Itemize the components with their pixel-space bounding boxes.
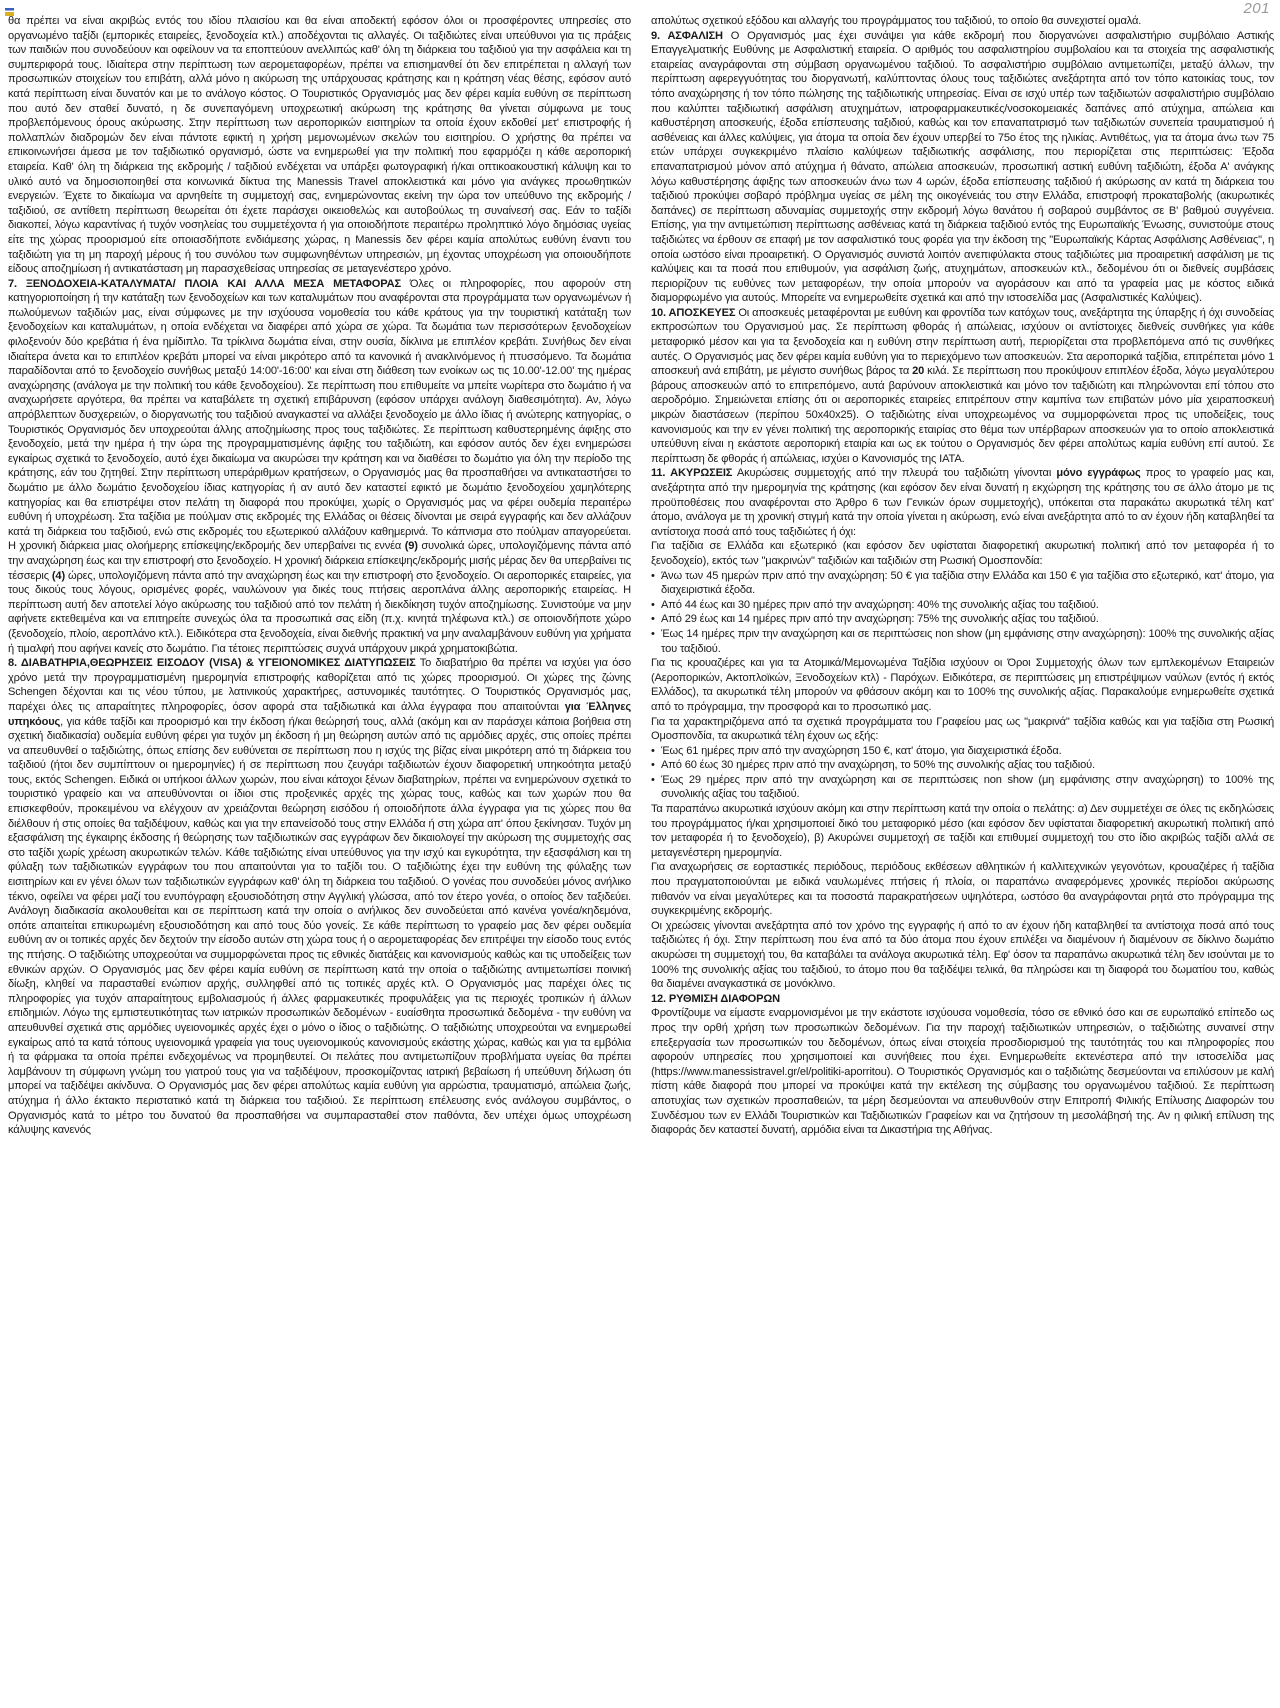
section-8-heading: 8. ΔΙΑΒΑΤΗΡΙΑ,ΘΕΩΡΗΣΕΙΣ ΕΙΣΟΔΟΥ (VISA) & ΥΓΕΙΟΝΟΜΙΚΕΣ ΔΙΑΤΥΠΩΣΕΙΣ xyxy=(8,657,416,670)
list-item: • Από 29 έως και 14 ημέρες πριν από την αναχώρηση: 75% της συνολικής αξίας του ταξιδιού. xyxy=(651,612,1274,627)
list-item: • Άνω των 45 ημερών πριν από την αναχώρηση: 50 € για ταξίδια στην Ελλάδα και 150 € για ταξίδια στο εξωτερικό, κατ' άτομο, για διαχειριστικά έξοδα. xyxy=(651,569,1274,598)
section-8-bold: για Έλληνες υπηκόους xyxy=(8,700,631,728)
section-12-heading: 12. ΡΥΘΜΙΣΗ ΔΙΑΦΟΡΩΝ xyxy=(651,992,780,1005)
cancellation-list-2 xyxy=(651,744,1274,802)
section-7-text-b: συνολικά ώρες, υπολογιζόμενης πάντα από την αναχώρηση έως και την επιστροφή στο ξενοδοχείο. Η χρονική διάρκεια επίσκεψης/εκδρομής μισής μέρας δεν θα υπερβαίνει τις τέσσερις xyxy=(8,540,631,582)
section-7-text: Όλες οι πληροφορίες, που αφορούν στη κατηγοριοποίηση ή την κατάταξη των ξενοδοχείων και των καταλυμάτων που αναφέρονται στα προγράμματα των οργανωμένων ή πωλούμενων ταξιδιών μας, είναι σύμφωνες με την ισχύουσα νομοθεσία του κάθε κράτους για την τουριστική κατάταξη των ξενοδοχείων και καταλυμάτων, η οποία ενδέχεται να διαφέρει από χώρα σε χώρα. Τα δωμάτια των περισσότερων ξενοδοχείων φιλοξενούν δύο κρεβάτια ή ένα ημίδιπλο. Τα τρίκλινα δωμάτια είναι, στην ουσία, δίκλινα με επιπλέον κρεβάτι. Συνήθως δεν είναι ιδιαίτερα άνετα και το επιπλέον κρεβάτι μπορεί να είναι μικρότερο από τα κανονικά ή ανακλινόμενος ή πτυσσόμενο. Τα δωμάτια παραδίδονται από το ξενοδοχείο συνήθως μεταξύ 14:00'-16:00' και είναι στη διάθεση των ενοίκων ως τις 10.00'-12.00' της ημέρας αναχώρησης (ανάλογα με την πολιτική του κάθε ξενοδοχείου). Σε περίπτωση που επιθυμείτε να μπείτε νωρίτερα στο δωμάτιο ή να αναχωρήσετε αργότερα, θα πρέπει να καταβάλετε τη σχετική επιβάρυνση (εφόσον υπάρχει ανάλογη διαθεσιμότητα). Αν, λόγω απρόβλεπτων δυσχερειών, ο διοργανωτής του ταξιδιού αναγκαστεί να αλλάξει ξενοδοχείο με άλλο ίδιας ή ανώτερης κατηγορίας, ο Τουριστικός Οργανισμός δεν υποχρεούται άλλης αποζημίωσης προς τους ταξιδιώτες. Σε περίπτωση καθυστερημένης άφιξης στο ξενοδοχείο, μετά την ημέρα ή την ώρα της προγραμματισμένης άφιξης του ταξιδιώτη, και εφόσον αυτός δεν έχει ενημερώσει εγκαίρως σχετικά το ξενοδοχείο, αυτό έχει δικαίωμα να ακυρώσει την κράτηση και να διαθέσει το δωμάτιο για όλη την περίοδο της κράτησης, εάν του ζητηθεί. Στην περίπτωση υπεράριθμων κρατήσεων, ο Οργανισμός μας θα προσπαθήσει να αντικαταστήσει το δωμάτιο με άλλο δωμάτιο ξενοδοχείου ίδιας κατηγορίας ή αν αυτό δεν καταστεί εφικτό με δωμάτιο ξενοδοχείου χαμηλότερης κατηγορίας και θα επιστρέψει στον πελάτη τη διαφορά που προκύψει, χωρίς ο Οργανισμός μας να φέρει ουδεμία περαιτέρω ευθύνη ή υποχρέωση. Στα ταξίδια με πούλμαν στις εκδρομές της Ελλάδας οι θέσεις δίνονται με σειρά εγγραφής και δεν αλλάζουν κατά τη διάρκεια του ταξιδιού, ενώ στις εκδρομές του εξωτερικού αλλάζουν καθημερινά. Το κάπνισμα στο πούλμαν απαγορεύεται. Η χρονική διάρκεια μιας ολοήμερης επίσκεψης/εκδρομής δεν υπερβαίνει τις εννέα xyxy=(8,277,631,553)
section-8-text-b: , για κάθε ταξίδι και προορισμό και την έκδοση ή/και θεώρησή τους, αλλά (ακόμη και αν παράσχει κάποια βοήθεια στη σχετική διαδικασία) ουδεμία ευθύνη φέρει για τυχόν μη έκδοση ή μη θεώρηση αυτών από τις αρμόδιες αρχές, στις οποίες πρέπει να απευθυνθεί ο ταξιδιώτης, όπως επίσης δεν ευθύνεται σε περίπτωση που η ισχύς της βίζας είναι μικρότερη από τη διάρκεια του ταξιδιού (ήτοι δεν συμπίπτουν οι ημερομηνίες) ή σε περίπτωση που ζευγάρι ταξιδιωτών έχουν διαφορετική υπηκοότητα μεταξύ τους, εκτός Schengen. Ειδικά οι υπήκοοι άλλων χωρών, που είναι κάτοχοι ξένων διαβατηρίων, πρέπει να ενημερώνουν σχετικά το τουριστικό γραφείο και να απευθύνονται οι ίδιοι στις προξενικές αρχές της χώρας τους, καθώς και των χωρών που θα επισκεφθούν, προκειμένου να ελέγχουν αν χρειάζονται θεώρηση εισόδου ή οποιοδήποτε άλλα έγγραφα για τις χώρες που θα διέλθουν ή στις οποίες θα ταξιδέψουν, καθώς και για την επανείσοδό τους στην Ελλάδα ή στη χώρα απ' όπου ξεκίνησαν. Τυχόν μη εξασφάλιση της έγκαιρης έκδοσης ή θεώρησης των ταξιδιωτικών σας εγγράφων δεν δικαιολογεί την ακύρωση της συμμετοχής σας στο ταξίδι χωρίς χρέωση ακυρωτικών τελών. Κάθε ταξιδιώτης είναι υπεύθυνος για την ισχύ και εγκυρότητα, την εξασφάλιση και τη φύλαξη των ταξιδιωτικών εγγράφων του που απαιτούνται για το ταξίδι του. Ο ταξιδιώτης έχει την ευθύνη της φύλαξης των εισιτηρίων και εν γένει όλων των ταξιδιωτικών εγγράφων καθ' όλη τη διάρκεια του ταξιδιού. Ο γονέας που συνοδεύει μόνος ανήλικο τέκνο, οφείλει να φέρει μαζί του ενυπόγραφη εξουσιοδότηση στην Αγγλική γλώσσα, από τον έτερο γονέα, ο οποίος δεν ταξιδεύει. Ανάλογη διαδικασία ακολουθείται και σε περίπτωση κατά την οποία ο ανήλικος δεν συνοδεύεται από κανένα γονέα/κηδεμόνα, οπότε απαιτείται επικυρωμένη εξουσιοδότηση και από τους δύο γονείς. Σε κάθε περίπτωση το γραφείο μας δεν φέρει ουδεμία ευθύνη αν οι τοπικές αρχές δεν δεχτούν την είσοδο αυτών στη χώρα τους ή ο αερομεταφορέας δεν επιτρέψει την είσοδο τους εντός της πτήσης. Ο ταξιδιώτης υποχρεούται να συμμορφώνεται προς τις εθνικές διατάξεις και κανονισμούς καθώς και τις υποδείξεις των εθνικών αρχών. Ο Οργανισμός μας δεν φέρει καμία ευθύνη σε περίπτωση κατά την οποία ο ταξιδιώτης αντιμετωπίσει ποινική δίωξη, κληθεί να παρασταθεί ενώπιον αρχής, συλληφθεί από τις τοπικές αρχές κτλ. Ο Οργανισμός μας παρέχει όλες τις πληροφορίες για τυχόν απαραίτητους εμβολιασμούς ή άλλες φαρμακευτικές προφυλάξεις για τις περιοχές τροπικών ή άλλων επιδημιών. Λόγω της εμπιστευτικότητας των ιατρικών προσωπικών δεδομένων - ευαίσθητα προσωπικά δεδομένα - την ευθύνη να απευθυνθεί σχετικά στις αρμόδιες υγειονομικές αρχές έχει ο μόνο ο ίδιος ο ταξιδιώτης. Ο ταξιδιώτης υποχρεούται να ενημερωθεί εγκαίρως από τα κατά τόπους υγειονομικά γραφεία για τους υγειονομικούς κανονισμούς εκάστης χώρας, καθώς και για τα εμβόλια ή τα φάρμακα τα οποία πρέπει ενδεχομένως να προμηθευτεί. Οι πελάτες που αντιμετωπίζουν προβλήματα υγείας θα πρέπει λαμβάνουν τη σύμφωνη γνώμη του γιατρού τους για να ταξιδέψουν, προσκομίζοντας ιατρική βεβαίωση ή υπεύθυνη δήλωση ότι μπορεί να ταξιδέψει ακίνδυνα. Ο Οργανισμός μας δεν φέρει απολύτως καμία ευθύνη για αρρώστια, τραυματισμό, απώλεια ζωής, ατύχημα ή άλλο έκτακτο περιστατικό κατά τη διάρκεια του ταξιδιού. Σε περίπτωση επέλευσης ενός ανάλογου συμβάντος, ο Οργανισμός κατά το μέτρο του δυνατού θα προσπαθήσει να συμπαρασταθεί στον παθόντα, δεν υπέχει όμως υποχρέωση κάλυψης κανενός xyxy=(8,715,631,1137)
section-9 xyxy=(651,29,1274,306)
section-11-cruise: Για τις κρουαζιέρες και για τα Ατομικά/Μεμονωμένα Ταξίδια ισχύουν οι Όροι Συμμετοχής όλων των εμπλεκομένων Εταιρειών (Αεροπορικών, Ακτοπλοϊκών, Ξενοδοχείων κτλ) - Παρόχων. Ειδικότερα, σε περιπτώσεις μη επιστρέψιμων ναύλων (εντός ή εκτός Ελλάδος), τα ακυρωτικά τέλη μπορούν να φθάσουν ακόμη και το 100% της συνολικής αξίας. Παρακαλούμε ενημερωθείτε σχετικά από το πρόγραμμα, την προσφορά και το προσωπικό μας. xyxy=(651,657,1274,713)
section-11-text-b: προς το γραφείο μας και, ανεξάρτητα από την ημερομηνία της κράτησης (και εφόσον δεν είναι δυνατή η εκχώρηση της κράτησης του σε άλλο άτομο με τις προϋποθέσεις που αναφέρονται στο Άρθρο 6 των Γενικών όρων συμμετοχής), υπόκειται στα παρακάτω ακυρωτικά τέλη κατ' άτομο, ανάλογα με τη χρονική στιγμή κατά την οποία γίνεται η ακύρωση, ενώ είναι ανεξάρτητα από το αν έχουν ήδη καταβληθεί τα αντίστοιχα ποσά από τους ταξιδιώτες ή όχι: xyxy=(651,467,1274,538)
section-7-heading: 7. ΞΕΝΟΔΟΧΕΙΑ-ΚΑΤΑΛΥΜΑΤΑ/ ΠΛΟΙΑ ΚΑΙ ΑΛΛΑ ΜΕΣΑ ΜΕΤΑΦΟΡΑΣ xyxy=(8,277,402,290)
section-8-text: Το διαβατήριο θα πρέπει να ισχύει για όσο χρόνο μετά την προγραμματισμένη ημερομηνία επιστροφής καθορίζεται από τις χώρες προορισμού. Οι χώρες της ζώνης Schengen δέχονται και τις νέου τύπου, με λατινικούς χαρακτήρες, αστυνομικές ταυτότητες. Ο Τουριστικός Οργανισμός μας, παρέχει όλες τις απαραίτητες πληροφορίες, όσον αφορά στα ταξιδιωτικά και άλλα έγγραφα που απαιτούνται xyxy=(8,657,631,713)
cancellation-list-1 xyxy=(651,569,1274,657)
section-12-text: Φροντίζουμε να είμαστε εναρμονισμένοι με την εκάστοτε ισχύουσα νομοθεσία, τόσο σε εθνικό όσο και σε ευρωπαϊκό επίπεδο ως προς την ορθή χρήση των προσωπικών δεδομένων. Για την παροχή ταξιδιωτικών υπηρεσιών, ο ταξιδιώτης συναινεί στην επεξεργασία των προσωπικών του δεδομένων, όπως είναι στοιχεία προσδιορισμού της ταυτότητάς του και πληροφορίες που αφορούν υπηρεσίες που χρησιμοποιεί και συνήθειες που έχει. Ενημερωθείτε εκτενέστερα από την ιστοσελίδα μας (https://www.manessistravel.gr/el/politiki-aporritou). Ο Τουριστικός Οργανισμός και ο ταξιδιώτης δεσμεύονται να επιλύσουν με καλή πίστη κάθε διαφορά που μπορεί να προκύψει κατά την εκτέλεση της σύμβασης του οργανωμένου ταξιδιού. Σε περίπτωση αποτυχίας των σχετικών προσπαθειών, τα μέρη δεσμεύονται να απευθυνθούν στην Επιτροπή Φιλικής Επίλυσης Διαφορών του Συνδέσμου των εν Ελλάδι Τουριστικών και Ταξιδιωτικών Γραφείων και να ζητήσουν τη μεσολάβησή της. Αν η φιλική επίλυση της διαφοράς δεν καταστεί δυνατή, αρμόδια είναι τα Δικαστήρια της Αθήνας. xyxy=(651,1007,1274,1137)
section-7-text-c: ώρες, υπολογιζόμενη πάντα από την αναχώρηση έως και την επιστροφή στο ξενοδοχείο. Οι αεροπορικές εταιρείες, για τους δικούς τους λόγους, ορισμένες φορές, ναυλώνουν για δικές τους πτήσεις αεροπλάνα άλλης αεροπορικής εταιρείας. Η περίπτωση αυτή δεν αποτελεί λόγο ακύρωσης του ταξιδιού από τον πελάτη ή διεκδίκηση τυχόν αποζημίωσης. Συνιστούμε να μην αφήνετε εκτεθειμένα και να επιτηρείτε συνεχώς όλα τα προσωπικά σας είδη (π.χ. κινητά τηλέφωνα κτλ.) σε οποιονδήποτε χώρο (ξενοδοχείο, πλοίο, αεροπλάνο κτλ.). Ειδικότερα στα ξενοδοχεία, είναι διεθνής πρακτική να μην αναλαμβάνουν ευθύνη για χρήματα ή τιμαλφή που αφήνει κανείς στο δωμάτιο. Για τέτοιες περιπτώσεις συχνά υπάρχουν μικρά χρηματοκιβώτια. xyxy=(8,569,631,655)
list-item: • Από 60 έως 30 ημέρες πριν από την αναχώρηση, το 50% της συνολικής αξίας του ταξιδιού. xyxy=(651,758,1274,773)
section-11-bold: μόνο εγγράφως xyxy=(1056,467,1141,480)
list-item: • Έως 29 ημέρες πριν από την αναχώρηση και σε περιπτώσεις non show (μη εμφάνισης στην αναχώρηση) το 100% της συνολικής αξίας του ταξιδιού. xyxy=(651,773,1274,802)
section-10-text-b: κιλά. Σε περίπτωση που προκύψουν επιπλέον έξοδα, λόγω μεγαλύτερου βάρους αποσκευών από το επιτρεπόμενο, αυτά βαρύνουν αποκλειστικά και μόνο τον ταξιδιώτη και πληρώνονται επί τόπου στο αεροδρόμιο. Σημειώνεται επίσης ότι οι αεροπορικές εταιρείες επιτρέπουν στην καμπίνα των επιβατών μόνο μία χειραποσκευή μικρών διαστάσεων (περίπου 50x40x25). Ο ταξιδιώτης είναι υποχρεωμένος να συμμορφώνεται προς τις υποδείξεις, τους κανονισμούς και την εν γένει πολιτική της αεροπορικής εταιρίας στο θέμα των υπέρβαρων αποσκευών για το οποίο αποκλειστικά υπεύθυνη είναι η εκάστοτε αεροπορική εταιρία και ως εκ τούτου ο Οργανισμός δεν φέρει απολύτως καμία ευθύνη επί αυτού. Σε περίπτωση δε φθοράς ή απώλειας, ισχύει ο Κανονισμός της ΙΑΤΑ. xyxy=(651,365,1274,465)
section-7-four: (4) xyxy=(51,569,65,582)
paragraph-continuation: θα πρέπει να είναι ακριβώς εντός του ιδίου πλαισίου και θα είναι αποδεκτή εφόσον όλοι οι προσφέροντες υπηρεσίες στο οργανωμένο ταξίδι (εμπορικές εταιρείες, ξενοδοχεία κτλ.) αποδέχονται τις αλλαγές. Οι ταξιδιώτες είναι υπεύθυνοι για τις πράξεις των παιδιών που συνοδεύουν και οφείλουν να τα εποπτεύουν ανελλιπώς καθ' όλη τη διάρκεια του ταξιδιού για την ασφάλεια και τη συμπεριφορά τους. Ιδιαίτερα στην περίπτωση των αερομεταφορέων, πρέπει να επισημανθεί ότι δεν επιτρέπεται η αλλαγή των προσωπικών στοιχείων του επιβάτη, αλλά μόνο η ακύρωση της υπάρχουσας κράτησης και η κράτηση νέας θέσης, εφόσον αυτό κατά περίπτωση είναι δυνατόν και με το ανάλογο κόστος. Ο Τουριστικός Οργανισμός μας δεν φέρει καμία ευθύνη σε περίπτωση που αυτό δεν σταθεί δυνατό, η δε συνεπαγόμενη υποχρεωτική ακύρωση της κράτησης θα γίνεται σύμφωνα με τους προβλεπόμενους όρους ακύρωσης. Στην περίπτωση των αεροπορικών εισιτηρίων τα οποία έχουν εκδοθεί μετ' επιστροφής ή πολλαπλών διαδρομών δεν είναι πάντοτε εφικτή η χρήση μεμονωμένων σκελών του εισιτηρίου. Ο χρήστης θα πρέπει να επικοινωνήσει άμεσα με τον ταξιδιωτικό οργανισμό, ώστε να ενημερωθεί για την πολιτική που εφαρμόζει η κάθε αεροπορική εταιρεία. Καθ' όλη τη διάρκεια της εκδρομής / ταξιδιού ενδέχεται να υπάρξει φωτογραφική ή/και οπτικοακουστική κάλυψη και το υλικό αυτό να δημοσιοποιηθεί στα κοινωνικά δίκτυα της Manessis Travel αποκλειστικά και μόνο για ανάγκες προωθητικών ενεργειών. Έχετε το δικαίωμα να αρνηθείτε τη συμμετοχή σας, ενημερώνοντας εκείνη την ώρα τον υπεύθυνο της εκδρομής / ταξιδιού, σε αντίθετη περίπτωση θεωρείται ότι έχετε παράσχει οικειοθελώς και αυτοβούλως τη συναίνεσή σας. Εάν το ταξίδι διακοπεί, λόγω καραντίνας ή τυχόν νοσηλείας του συμμετέχοντα ή για οποιοδήποτε περαιτέρω προληπτικό λόγο δημόσιας υγείας είτε της χώρας προορισμού είτε οποιασδήποτε ενδιάμεσης χώρας, η Manessis δεν φέρει καμία απολύτως ευθύνη έναντι του ταξιδιώτη για τη μη παροχή μέρους ή του συνόλου των συμφωνηθέντων υπηρεσιών, μη έχοντας υποχρέωση για οποιουδήποτε είδους αποζημίωση ή αντικατάσταση μη παρασχεθείσας υπηρεσίας σε μεταγενέστερο χρόνο. xyxy=(8,15,631,276)
section-7 xyxy=(8,277,631,656)
section-11-intro: Για ταξίδια σε Ελλάδα και εξωτερικό (και εφόσον δεν υφίσταται διαφορετική ακυρωτική πολιτική από τον μεταφορέα ή το ξενοδοχείο), εκτός των "μακρινών" ταξιδιών και ταξιδιών στη Ρωσική Ομοσπονδία: xyxy=(651,540,1274,567)
section-10-bold: 20 xyxy=(912,365,925,378)
left-column xyxy=(8,14,631,1704)
section-11-apply: Τα παραπάνω ακυρωτικά ισχύουν ακόμη και στην περίπτωση κατά την οποία ο πελάτης: α) Δεν συμμετέχει σε όλες τις εκδηλώσεις του προγράμματος ή/και χρησιμοποιεί δικό του μεταφορικό μέσο (και εφόσον δεν υφίσταται διαφορετική ακυρωτική πολιτική από τον μεταφορέα ή το ξενοδοχείο), β) Ακυρώνει συμμετοχή σε ταξίδι και επιθυμεί συμμετοχή του στο ίδιο ακριβώς ταξίδι αλλά σε μεταγενέστερη ημερομηνία. xyxy=(651,803,1274,859)
section-8 xyxy=(8,656,631,1138)
section-9-text: Ο Οργανισμός μας έχει συνάψει για κάθε εκδρομή που διοργανώνει ασφαλιστήριο συμβόλαιο Αστικής Επαγγελματικής Ευθύνης με Ασφαλιστική εταιρεία. Ο αριθμός του ασφαλιστηρίου συμβολαίου και τα στοιχεία της ασφαλιστικής εταιρείας αναγράφονται στη σύμβαση οργανωμένου ταξιδιού. Το ασφαλιστήριο συμβόλαιο αντιμετωπίζει, μεταξύ άλλων, την περίπτωση αφερεγγυότητας του διοργανωτή, καλύπτοντας όλους τους ταξιδιώτες ανεξάρτητα από τον τόπο κατοικίας τους, τον τόπο αναχώρησης ή τον τόπο πώλησης της ταξιδιωτικής υπηρεσίας. Είναι σε ισχύ υπέρ των ταξιδιωτών ασφαλιστήριο συμβόλαιο που καλύπτει ταξιδιωτική ασφάλιση ατυχημάτων, ιατροφαρμακευτικές/νοσοκομειακές δαπάνες από ατύχημα, απώλεια και καθυστέρηση αποσκευής, έξοδα επίσπευσης ταξιδιού, καθώς και τον επαναπατρισμό των ταξιδιωτών συνεπεία τραυματισμού ή ασθένειας και άλλες καλύψεις, για άτομα τα οποία δεν έχουν υπερβεί το 75ο έτος της ηλικίας. Αντιθέτως, για τα άτομα άνω των 75 ετών υπάρχει συγκεκριμένο πλαίσιο καλύψεων ταξιδιωτικής ασφάλισης, που περιορίζεται στις περιπτώσεις: Έξοδα επαναπατρισμού μόνον από ατύχημα ή θάνατο, απώλεια αποσκευών, προσωπική αστική ευθύνη ταξιδιώτη, έξοδα Α' ανάγκης λόγω καθυστέρησης άφιξης των αποσκευών άνω των 4 ωρών, έξοδα επίσπευσης ταξιδιού ή ακύρωσης αν κατά τη διάρκεια του ταξιδιού προκύψει σοβαρό πρόβλημα υγείας σε μέλη της οικογένειάς του στην Ελλάδα, επιστροφή προκαταβολής (ακυρωτικές δαπάνες) σε περίπτωση αδυναμίας συμμετοχής στην εκδρομή λόγω θανάτου ή σοβαρού συμβάντος σε Β' βαθμού συγγένεια. Επίσης, για την αντιμετώπιση περίπτωσης ασθένειας κατά τη διάρκεια ταξιδιού εντός της Ευρωπαϊκής Ένωσης, συνιστούμε στους ταξιδιώτες να έρθουν σε επαφή με τον ασφαλιστικό τους φορέα για την έκδοση της "Ευρωπαϊκής Κάρτας Ασφάλισης Ασθένειας", η οποία ωστόσο είναι προαιρετική. Ο Οργανισμός συνιστά λοιπόν ανεπιφύλακτα στους ταξιδιώτες μια προαιρετική ασφάλιση με τις καλύψεις και τα ποσά που επιθυμούν, για ασφάλιση ζωής, ατυχημάτων, αποσκευών κτλ., δεδομένου ότι οι διεθνείς συμβάσεις περιορίζουν τις ευθύνες των μεταφορέων, την οποία μπορούν να αγοράσουν και από τα γραφεία μας με κόστος ειδικά διαμορφωμένο για αυτούς. Μπορείτε να ενημερωθείτε σχετικά και από την ιστοσελίδα μας (Ασφαλιστικές Καλύψεις). xyxy=(651,29,1274,305)
section-11-far: Για τα χαρακτηριζόμενα από τα σχετικά προγράμματα του Γραφείου μας ως "μακρινά" ταξίδια καθώς και για ταξίδια στη Ρωσική Ομοσπονδία, τα ακυρωτικά τέλη έχουν ως εξής: xyxy=(651,715,1274,743)
section-11-heading: 11. ΑΚΥΡΩΣΕΙΣ xyxy=(651,467,733,480)
list-item: • Από 44 έως και 30 ημέρες πριν από την αναχώρηση: 40% της συνολικής αξίας του ταξιδιού. xyxy=(651,598,1274,613)
list-item: • Έως 14 ημέρες πριν την αναχώρηση και σε περιπτώσεις non show (μη εμφάνισης στην αναχώρηση): 100% της συνολικής αξίας του ταξιδιού. xyxy=(651,627,1274,656)
section-11-text: Ακυρώσεις συμμετοχής από την πλευρά του ταξιδιώτη γίνονται xyxy=(732,467,1057,480)
list-item: • Έως 61 ημέρες πριν από την αναχώρηση 150 €, κατ' άτομο, για διαχειριστικά έξοδα. xyxy=(651,744,1274,759)
paragraph-intro: απολύτως σχετικού εξόδου και αλλαγής του προγράμματος του ταξιδιού, το οποίο θα συνεχιστεί ομαλά. xyxy=(651,15,1142,27)
section-11 xyxy=(651,466,1274,539)
section-9-heading: 9. ΑΣΦΑΛΙΣΗ xyxy=(651,29,723,42)
section-10 xyxy=(651,306,1274,467)
section-11-peak: Για αναχωρήσεις σε εορταστικές περιόδους, περιόδους εκθέσεων αθλητικών ή καλλιτεχνικών γεγονότων, κρουαζιέρες ή ταξίδια που πραγματοποιούνται με ειδικά ναυλωμένες πτήσεις ή πλοία, οι παραπάνω αναφερόμενες χρονικές περίοδοι ακύρωσης πιθανόν να είναι μεγαλύτερες και τα ποσοστά παρακρατήσεων υψηλότερα, ωστόσο θα αναγράφονται ρητά στο πρόγραμμα της συγκεκριμένης εκδρομής. xyxy=(651,861,1274,918)
section-11-charge: Οι χρεώσεις γίνονται ανεξάρτητα από τον χρόνο της εγγραφής ή από το αν έχουν ήδη καταβληθεί τα αντίστοιχα ποσά από τους ταξιδιώτες ή όχι. Στην περίπτωση που ένα από τα δύο άτομα που έχουν επιλέξει να διαμένουν ή διαμένουν σε δίκλινο δωμάτιο ακυρώσει τη συμμετοχή του, θα καταβάλει τα ανάλογα ακυρωτικά τέλη. Εφ' όσον τα παραπάνω ακυρωτικά τέλη δεν ισούνται με το 100% της συνολικής αξίας του ταξιδιού, το άτομο που θα ταξιδέψει τελικά, θα πληρώσει και τη διαφορά του δωματίου του, καθώς θα διαμένει αναγκαστικά σε μονόκλινο. xyxy=(651,919,1274,991)
section-7-nine: (9) xyxy=(404,540,418,553)
page-number: 201 xyxy=(1243,0,1270,17)
right-column xyxy=(651,14,1274,1704)
section-10-heading: 10. ΑΠΟΣΚΕΥΕΣ xyxy=(651,306,736,319)
section-10-text: Οι αποσκευές μεταφέρονται με ευθύνη και φροντίδα των κατόχων τους, ανεξάρτητα της ύπαρξης ή όχι συνοδείας εκπροσώπων του Οργανισμού μας. Σε περίπτωση φθοράς ή απώλειας, ισχύουν οι αντίστοιχες διεθνείς συνθήκες για κάθε μεταφορικό μέσον και για τα ξενοδοχεία και η ευθύνη στην περίπτωση αυτή, περιορίζεται στα προβλεπόμενα από τις συνθήκες αυτές. Ο Οργανισμός μας δεν φέρει καμία ευθύνη για το περιεχόμενο των αποσκευών. Στα αεροπορικά ταξίδια, επιτρέπεται μόνο 1 αποσκευή ανά επιβάτη, με μέγιστο συνήθως βάρος τα xyxy=(651,306,1274,378)
document-body xyxy=(8,14,1274,1704)
